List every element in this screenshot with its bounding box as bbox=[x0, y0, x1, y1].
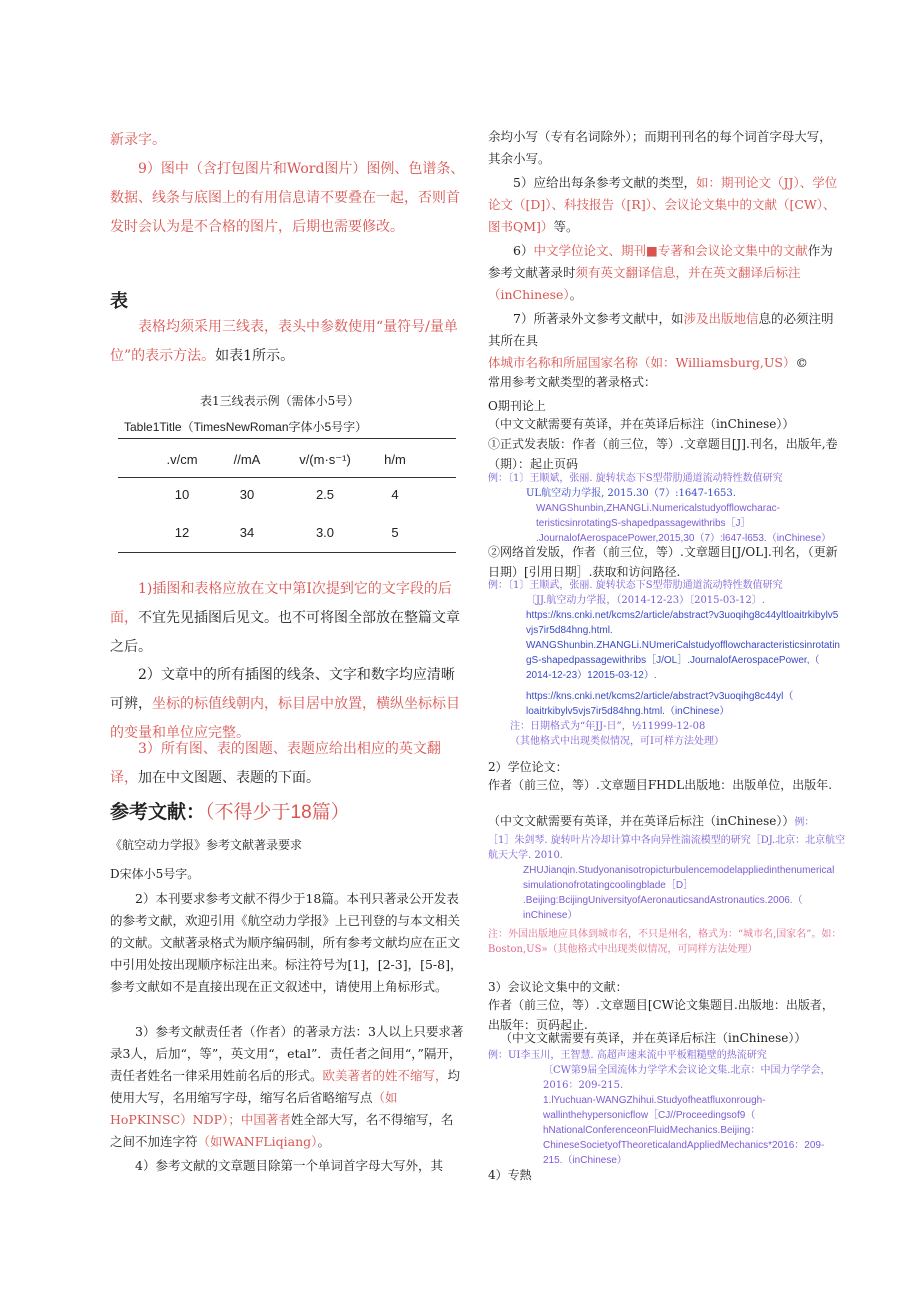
references-subtitle: 《航空动力学报》参考文献著录要求 bbox=[110, 838, 303, 852]
table-intro-black: 如表1所示。 bbox=[215, 348, 295, 364]
rule-7-e: © bbox=[795, 355, 808, 370]
references-heading-black: 参考文献： bbox=[110, 802, 206, 823]
rule-3 bbox=[110, 735, 465, 793]
table-cell: 4 bbox=[391, 487, 399, 502]
ref3-a: 3）参考文献责任者（作者）的著录方法：3人以上只要求著录3人，后加“，等”，英文用“，etal”．责任者之间用“，”隔开，责任者姓名一律采用姓前名后的形式。 bbox=[110, 1024, 464, 1083]
thesis-note-text: （中文文献需要有英译，并在英译后标注（inChinese）） bbox=[488, 814, 795, 828]
reference-rule-2: 2）本刊要求参考文献不得少于18篇。本刊只著录公开发表的参考文献，欢迎引用《航空动力学报》上已刊登的与本文相关的文献。文献著录格式为顺序编码制，所有参考文献均应在正文中引用处按出现顺序标注出来。标注符号为[1]，[2-3]，[5-8]，参考文献如不是直接出现在正文叙述中，请使用上角标形式。 bbox=[110, 891, 463, 994]
rule-2-black: 2）文章中的所有插图的线条、文字和数字均应清晰可辨， bbox=[110, 667, 455, 712]
conference-note: （中文文献需要有英译，并在英译后标注（inChinese）） bbox=[500, 1031, 807, 1045]
example-line: WANGShunbin.ZHANGLi.NUmeriCalstudyofflowcharacteristicsinrotatin bbox=[526, 640, 840, 651]
example-line: UL航空动力学报, 2015.30（7）:1647-1653. bbox=[526, 488, 736, 499]
ref3-f: 姓全部大写，名不得缩写，名之间不加连字符 bbox=[110, 1112, 454, 1149]
thesis-example bbox=[488, 833, 848, 957]
rule-6 bbox=[488, 240, 843, 306]
thesis-format: 作者（前三位，等）.文章题目FHDL出版地：出版单位，出版年. bbox=[488, 778, 833, 792]
format-title: 常用参考文献类型的著录格式： bbox=[488, 375, 657, 389]
rule-5-c: 等。 bbox=[553, 219, 579, 234]
journal-example-2 bbox=[488, 578, 848, 749]
conference-example bbox=[488, 1048, 848, 1168]
ref3-h: 。 bbox=[317, 1134, 330, 1149]
rule-4-continued: 余均小写（专有名词除外）；而期刊刊名的每个词首字母大写，其余小写。 bbox=[488, 129, 832, 166]
example-line: 215.（inChinese） bbox=[543, 1155, 627, 1166]
example-note: （其他格式中出现类似情况，可I可样方法处理） bbox=[510, 736, 724, 747]
example-line: wallinthehypersonicflow［CJ//Proceedingsof9（ bbox=[543, 1110, 756, 1121]
example-line: gS-shapedpassagewithribs［J/OL］.JournalofAerospacePower,（ bbox=[526, 655, 820, 666]
references-heading-red: （不得少于18篇） bbox=[205, 802, 350, 823]
example-line: teristicsinrotatingS-shapedpassagewithribs［J］ bbox=[536, 518, 751, 529]
table-cell: 3.0 bbox=[315, 525, 335, 540]
example-line: simulationofrotatingcoolingblade［D］ bbox=[523, 880, 694, 891]
rule-7-d: 体城市名称和所屈国家名称（如：Williamsburg,US） bbox=[488, 355, 796, 370]
table-bottom-rule bbox=[118, 552, 456, 553]
example-line: WANGShunbin,ZHANGLi.Numericalstudyofflowcharac- bbox=[536, 503, 780, 514]
example-line: vjs7ir5d84hng.html. bbox=[526, 625, 613, 636]
example-line: loaitrkibylv5vjs7ir5d84hng.html.（inChinese） bbox=[526, 706, 730, 717]
example-line: .Beijing:BcijingUniversityofAeronauticsandAstronautics.2006.（ bbox=[523, 895, 803, 906]
rule-3-black: 加在中文图题、表题的下面。 bbox=[138, 770, 320, 786]
table-cell: 34 bbox=[239, 525, 255, 540]
example-line: hNationalConferenceonFluidMechanics.Beijing： bbox=[543, 1125, 761, 1136]
example-line: https://kns.cnki.net/kcms2/article/abstract?v3uoqihg8c44yltloaitrkibylv5 bbox=[526, 610, 839, 621]
table-cell: 30 bbox=[239, 487, 255, 502]
rule-1-red: 1)插图和表格应放在文中第Ⅰ次提到它的文字段的后面， bbox=[110, 581, 452, 626]
table-caption-en: Table1Title（TimesNewRoman字体小5号字） bbox=[124, 420, 368, 434]
rule-7 bbox=[488, 308, 843, 374]
example-note: 注：日期格式为“年JJ-日”，½11999-12-08 bbox=[510, 721, 706, 732]
table-cell: 2.5 bbox=[315, 487, 335, 502]
example-line: https://kns.cnki.net/kcms2/article/abstract?v3uoqihg8c44yl（ bbox=[526, 691, 794, 702]
rule-6-e: 。 bbox=[569, 287, 583, 302]
references-heading bbox=[110, 797, 350, 824]
rule-5 bbox=[488, 172, 843, 238]
table-intro-red: 表格均须采用三线表，表头中参数使用“量符号/量单位”的表示方法。 bbox=[110, 319, 458, 364]
journal-format-2: ②网络首发版，作者（前三位，等）.文章题目[J/OL].刊名，（更新日期）[引用日期］.获取和访问路径. bbox=[488, 545, 838, 579]
rule-6-c: 作为参考文献著录时 bbox=[488, 243, 833, 280]
rule-6-b: 中文学位论文、期刊■专著和会议论文集中的文献 bbox=[533, 243, 808, 258]
reference-rule-4: 4）参考文献的文章题目除第一个单词首字母大写外，其 bbox=[135, 1158, 443, 1173]
example-line: .JournalofAerospacePower,2015,30（7）:l647-l653.（inChinese） bbox=[536, 533, 832, 544]
table-header-cell: .v/cm bbox=[166, 452, 198, 467]
table-cell: 12 bbox=[174, 525, 190, 540]
rule-6-d: 须有英文翻译信息，并在英文翻译后标注（inChinese） bbox=[488, 265, 801, 302]
journal-example-1 bbox=[488, 471, 848, 546]
rule-7-a: 7）所著录外文参考文献中，如 bbox=[513, 311, 684, 326]
example-text: 李玉川，王智慧. 高超声速来流中平板粗糙壁的热流研究 bbox=[520, 1050, 767, 1061]
thesis-note bbox=[488, 811, 848, 831]
example-line: ［1］朱剑琴. 旋转叶片冷却计算中各向异性湍流模型的研究［DJ.北京：北京航空航天大学. 2010. bbox=[488, 835, 846, 861]
example-line: 例：〔1〕王顺斌，张丽. 旋转状态下S型带肋通道流动特性数值研究 bbox=[488, 473, 783, 484]
table-header-cell: v/(m·s⁻¹) bbox=[299, 452, 351, 467]
journal-note: （中文文献需要有英译，并在英译后标注（inChinese）） bbox=[488, 417, 795, 431]
thesis-example-label: 例： bbox=[794, 817, 815, 828]
table-caption-cn: 表1三线表示例（需体小5号） bbox=[200, 394, 360, 408]
table-header-cell: //mA bbox=[233, 452, 261, 467]
journal-format-1: ①正式发表版：作者（前三位，等）.文章题目[J].刊名，出版年,卷（期）：起止页码 bbox=[488, 437, 838, 471]
rule-2-red: 坐标的标值线朝内，标目居中放置，横纵坐标标目的变量和单位应完整。 bbox=[110, 696, 460, 741]
table-header-cell: h/m bbox=[384, 452, 406, 467]
ref3-e: ；中国著者 bbox=[228, 1112, 291, 1127]
paragraph-fragment: 新录字。 bbox=[110, 132, 166, 148]
table-top-rule bbox=[118, 438, 456, 439]
rule-1-black: 不宜先见插图后见文。也不可将图全部放在整篇文章之后。 bbox=[110, 610, 460, 655]
thesis-location-note: 注：外国出版地应具体到城市名，不只是州名，格式为：“城市名,国家名”。如：Boston,US»（其他格式中出现类似情况，可同样方法处理） bbox=[488, 929, 842, 955]
example-line: 〔JJ.航空动力学报，（2014-12-23）〔2015-03-12〕. bbox=[526, 595, 765, 606]
table-intro bbox=[110, 313, 465, 371]
table-mid-rule bbox=[118, 477, 456, 478]
rule-3-red: 3）所有图、表的图题、表题应给出相应的英文翻译， bbox=[110, 741, 441, 786]
example-line bbox=[488, 1048, 848, 1063]
example-line: 例：〔1〕王顺武，张丽. 旋转状态下S型带肋通道流动特性数值研究 bbox=[488, 580, 783, 591]
rule-5-a: 5）应给出每条参考文献的类型， bbox=[513, 175, 696, 190]
ref3-g: （如WANFLiqiang） bbox=[197, 1134, 318, 1149]
rule-7-b: 涉及出版地信 bbox=[683, 311, 759, 326]
ref3-d: （如HoPKINSC）NDP） bbox=[110, 1090, 398, 1127]
monograph-title: 4）专熱 bbox=[488, 1168, 532, 1182]
rule-1 bbox=[110, 575, 465, 662]
rule-5-b: 如：期刊论文（JJ）、学位论文（[D]）、科技报告（[R]）、会议论文集中的文献（[CW）、图书QM]） bbox=[488, 175, 838, 234]
ref3-b: 欧美著者的姓不缩写， bbox=[322, 1068, 448, 1083]
example-line: ZHUJianqin.Studyonanisotropicturbulencemodelappliedinthenumerical bbox=[523, 865, 835, 876]
table-cell: 5 bbox=[391, 525, 399, 540]
rule-6-a: 6） bbox=[513, 243, 534, 258]
example-line: 2014-12-23）12015-03-12）. bbox=[526, 670, 657, 681]
journal-title: O期刊论上 bbox=[488, 399, 546, 413]
conference-format: 作者（前三位，等）.文章题目[CW论文集题目.出版地：出版者，出版年：页码起止. bbox=[488, 998, 834, 1032]
example-line: inChinese） bbox=[523, 910, 578, 921]
example-line: ChineseSocietyofTheoreticalandAppliedMechanics*2016：209- bbox=[543, 1140, 825, 1151]
rule-9: 9）图中（含打包图片和Word图片）图例、色谱条、数据、线条与底图上的有用信息请不要叠在一起，否则首发时会认为是不合格的图片，后期也需要修改。 bbox=[110, 161, 465, 235]
example-line: 〔CW第9届全国流体力学学术会议论文集.北京：中国力学学会，2016：209-215. bbox=[543, 1065, 831, 1091]
example-label: 例：UI bbox=[488, 1050, 521, 1061]
table-cell: 10 bbox=[174, 487, 190, 502]
example-line: 1.lYuchuan-WANGZhihui.Studyofheatfluxonrough- bbox=[543, 1095, 766, 1106]
thesis-title: 2）学位论文： bbox=[488, 760, 568, 774]
ref3-c: 均使用大写，名用缩写字母，缩写名后省略缩写点 bbox=[110, 1068, 461, 1105]
section-heading-table: 表 bbox=[110, 291, 128, 312]
rule-7-c: 息的必须注明其所在具 bbox=[488, 311, 834, 348]
reference-rule-3 bbox=[110, 1021, 465, 1153]
conference-title: 3）会议论文集中的文献： bbox=[488, 980, 628, 994]
references-font: D宋体小5号字。 bbox=[110, 867, 200, 881]
